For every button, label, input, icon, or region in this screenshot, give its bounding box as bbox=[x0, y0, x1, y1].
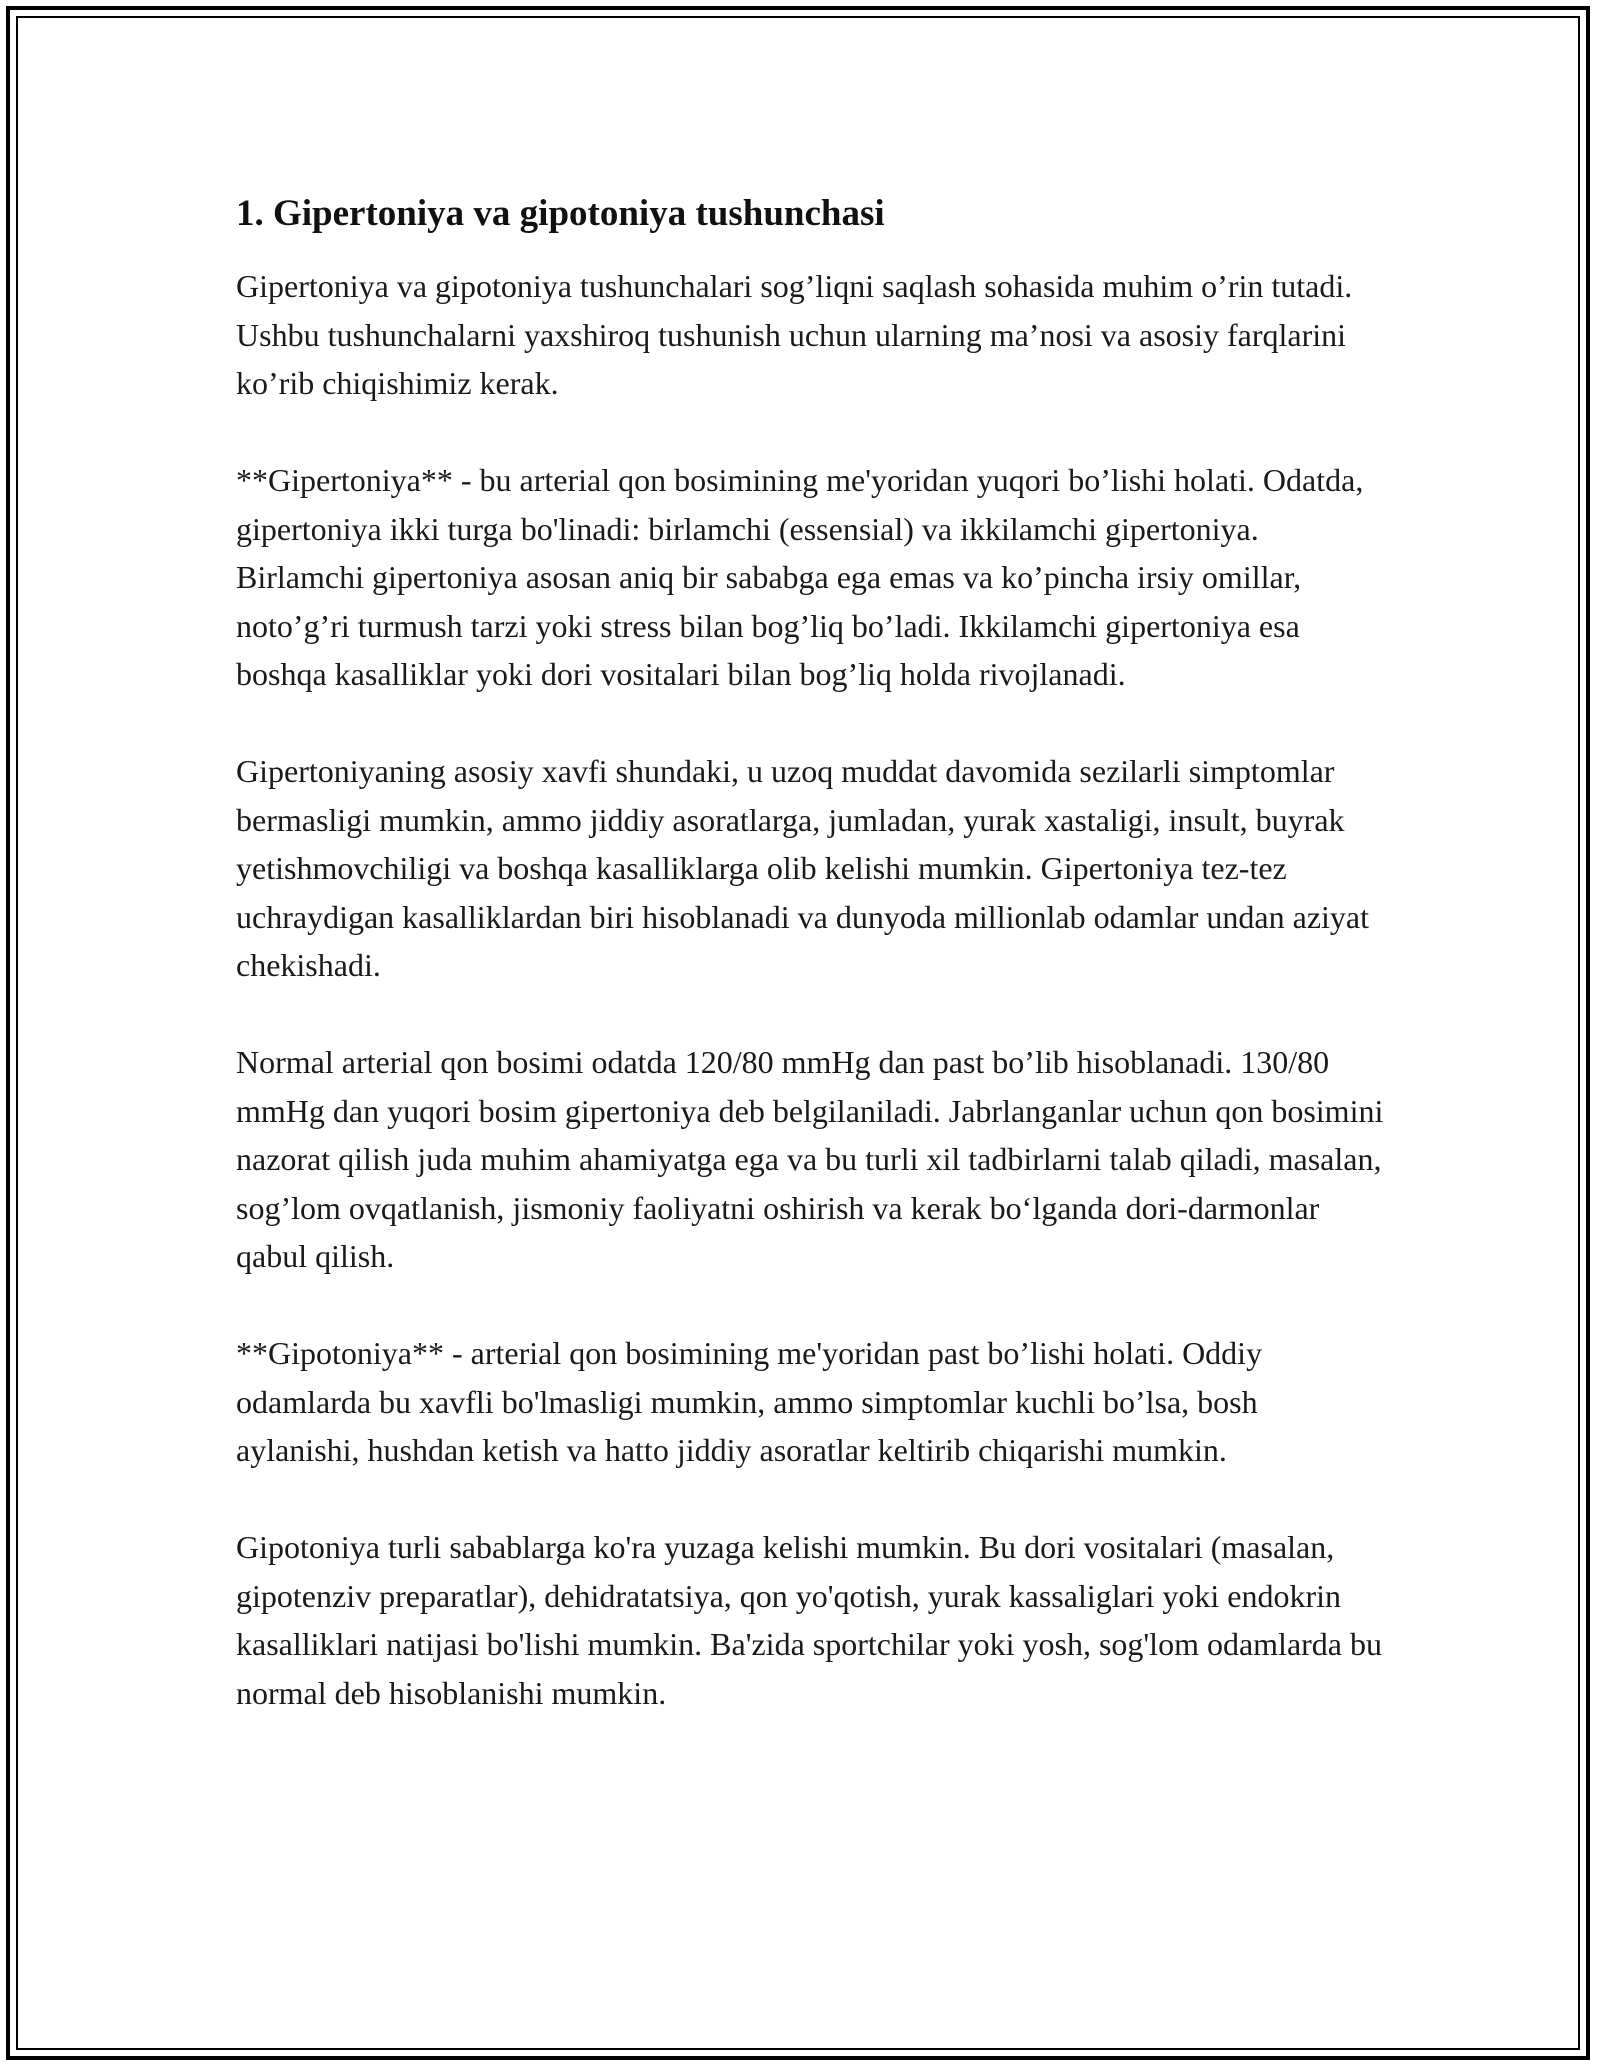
paragraph-intro: Gipertoniya va gipotoniya tushunchalari sog’liqni saqlash sohasida muhim o’rin tutadi. Ushbu tushunchalarni yaxshiroq tushunish uchun ularning ma’nosi va asosiy farqlarini ko’rib chiqishimiz kerak. bbox=[236, 268, 1353, 401]
section-title: 1. Gipertoniya va gipotoniya tushunchasi bbox=[236, 193, 885, 234]
paragraph-hypotension-definition: **Gipotoniya** - arterial qon bosimining me'yoridan past bo’lishi holati. Oddiy odamlarda bu xavfli bo'lmasligi mumkin, ammo simptomlar kuchli bo’lsa, bosh aylanishi, hushdan ketish va hatto jiddiy asoratlar keltirib chiqarishi mumkin. bbox=[236, 1335, 1263, 1468]
document-body bbox=[236, 186, 1386, 1717]
paragraph-hypertension-risks: Gipertoniyaning asosiy xavfi shundaki, u uzoq muddat davomida sezilarli simptomlar bermasligi mumkin, ammo jiddiy asoratlarga, jumladan, yurak xastaligi, insult, buyrak yetishmovchiligi va boshqa kasalliklarga olib kelishi mumkin. Gipertoniya tez-tez uchraydigan kasalliklardan biri hisoblanadi va dunyoda millionlab odamlar undan aziyat chekishadi. bbox=[236, 753, 1369, 983]
paragraph-hypertension-definition: **Gipertoniya** - bu arterial qon bosimining me'yoridan yuqori bo’lishi holati. Odatda, gipertoniya ikki turga bo'linadi: birlamchi (essensial) va ikkilamchi gipertoniya. Birlamchi gipertoniya asosan aniq bir sababga ega emas va ko’pincha irsiy omillar, noto’g’ri turmush tarzi yoki stress bilan bog’liq bo’ladi. Ikkilamchi gipertoniya esa boshqa kasalliklar yoki dori vositalari bilan bog’liq holda rivojlanadi. bbox=[236, 462, 1364, 692]
paragraph-normal-pressure: Normal arterial qon bosimi odatda 120/80 mmHg dan past bo’lib hisoblanadi. 130/80 mmHg dan yuqori bosim gipertoniya deb belgilaniladi. Jabrlanganlar uchun qon bosimini nazorat qilish juda muhim ahamiyatga ega va bu turli xil tadbirlarni talab qiladi, masalan, sog’lom ovqatlanish, jismoniy faoliyatni oshirish va kerak bo‘lganda dori-darmonlar qabul qilish. bbox=[236, 1044, 1384, 1274]
paragraph-hypotension-causes: Gipotoniya turli sabablarga ko'ra yuzaga kelishi mumkin. Bu dori vositalari (masalan, gipotenziv preparatlar), dehidratatsiya, qon yo'qotish, yurak kassaliglari yoki endokrin kasalliklari natijasi bo'lishi mumkin. Ba'zida sportchilar yoki yosh, sog'lom odamlarda bu normal deb hisoblanishi mumkin. bbox=[236, 1529, 1382, 1711]
